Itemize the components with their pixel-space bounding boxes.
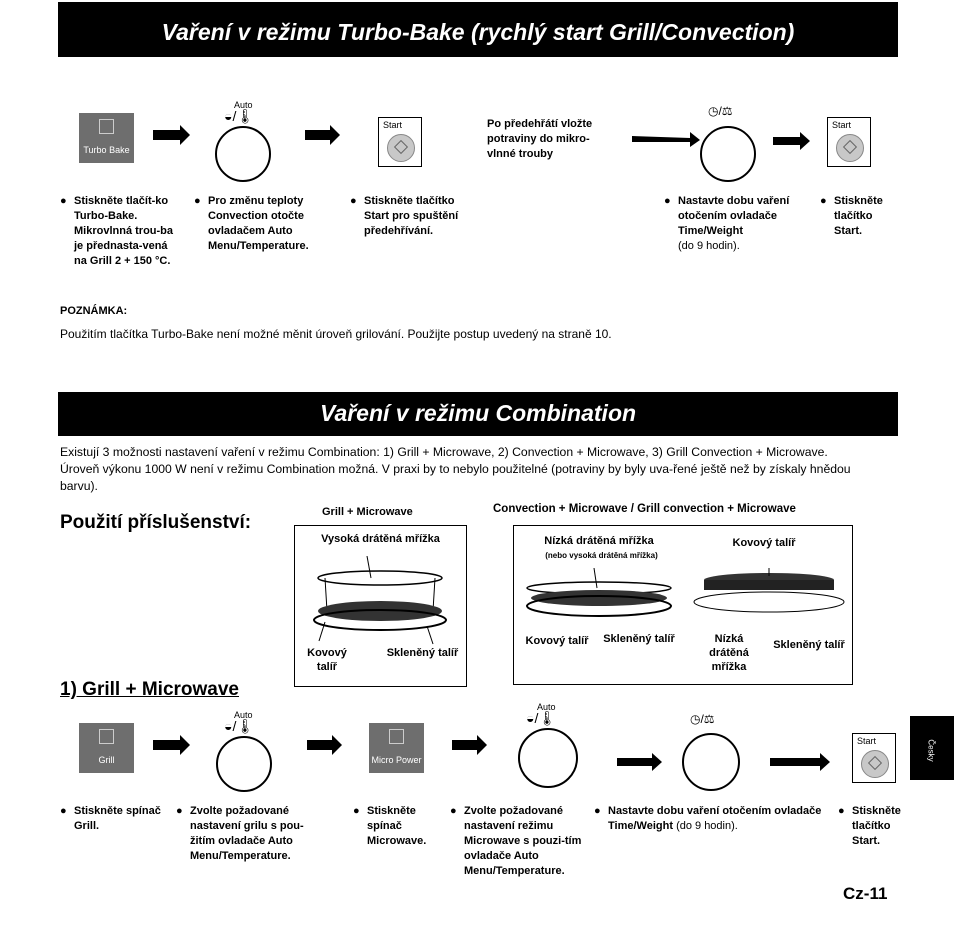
- start-button-2[interactable]: Start: [827, 117, 871, 167]
- dish-thermometer-icon: ◒/🌡: [224, 108, 255, 124]
- arrow-1: [153, 125, 190, 145]
- panel1-title: Grill + Microwave: [322, 506, 413, 518]
- high-rack-illustration: [305, 556, 455, 646]
- arrow-5: [153, 735, 190, 755]
- auto-menu-knob[interactable]: [215, 126, 271, 182]
- s2-step-5: ● Nastavte dobu vaření otočením ovladače Time/Weight (do 9 hodin).: [594, 805, 822, 832]
- clock-weight-icon: ◷/⚖: [690, 712, 715, 726]
- clock-weight-icon: ◷/⚖: [708, 104, 733, 118]
- grill-icon: [99, 729, 114, 744]
- arrow-8: [617, 753, 662, 771]
- arrow-6: [307, 735, 342, 755]
- s2-step-4: ● Zvolte požadované nastavení režimu Microwave s pouzi-tím ovladače Auto Menu/Temperature.: [450, 805, 582, 877]
- micro-power-button[interactable]: Micro Power: [369, 723, 424, 773]
- dish-thermometer-icon: ◒/🌡: [224, 718, 255, 734]
- panel-convection-microwave: Nízká drátěná mřížka (nebo vysoká drátěná mřížka) Kovový talíř Kovový talíř Skleněný talíř Nízká drátěná mřížka Skleněný talíř: [513, 525, 853, 685]
- s2-step-2: ● Zvolte požadované nastavení grilu s pou-žitím ovladače Auto Menu/Temperature.: [176, 805, 304, 862]
- s1-step-2: ● Pro změnu teploty Convection otočte ovladačem Auto Menu/Temperature.: [194, 195, 309, 252]
- panel2-title: Convection + Microwave / Grill convection + Microwave: [493, 503, 796, 515]
- auto-menu-knob[interactable]: [216, 736, 272, 792]
- start-icon: [836, 134, 864, 162]
- section1-title: Vaření v režimu Turbo-Bake (rychlý start Grill/Convection): [58, 2, 898, 57]
- rack-plate-illustrations: [519, 568, 849, 633]
- note-label: POZNÁMKA:: [60, 305, 128, 317]
- s1-step-4: ● Nastavte dobu vaření otočením ovladače Time/Weight (do 9 hodin).: [664, 195, 790, 252]
- s2-step-6: ● Stiskněte tlačítko Start.: [838, 805, 901, 847]
- time-weight-knob[interactable]: [700, 126, 756, 182]
- auto-label-1: Auto: [234, 100, 253, 110]
- auto-label-2: Auto: [234, 710, 253, 720]
- section2-title: Vaření v režimu Combination: [58, 392, 898, 436]
- grill-microwave-heading: 1) Grill + Microwave: [60, 679, 239, 700]
- start-icon: [387, 134, 415, 162]
- page-number: Cz-11: [843, 884, 888, 903]
- s1-step-1: ● Stiskněte tlačít-ko Turbo-Bake. Mikrovlnná trou-ba je přednasta-vená na Grill 2 + 150 °C.: [60, 195, 174, 267]
- s1-step-5: ● Stiskněte tlačítko Start.: [820, 195, 883, 237]
- s2-step-1: ● Stiskněte spínač Grill.: [60, 805, 161, 832]
- start-icon: [861, 750, 889, 778]
- dish-thermometer-icon: ◒/🌡: [526, 710, 557, 726]
- microwave-icon: [389, 729, 404, 744]
- s2-step-3: ● Stiskněte spínač Microwave.: [353, 805, 427, 847]
- accessories-heading: Použití příslušenství:: [60, 512, 252, 533]
- arrow-4: [773, 132, 810, 150]
- preheat-note: Po předehřátí vložte potraviny do mikro-vlnné trouby: [487, 118, 593, 160]
- arrow-3: [632, 132, 700, 147]
- combination-intro: Existují 3 možnosti nastavení vaření v režimu Combination: 1) Grill + Microwave, 2) Convection + Microwave, 3) Grill Convection + Microwave. Úroveň výkonu 1000 W není v režimu Combination možná. V praxi by to nebylo použitelné (potraviny by byly uva-řené ještě než by získaly hnědou barvu).: [60, 445, 851, 493]
- grill-button[interactable]: Grill: [79, 723, 134, 773]
- turbo-bake-button[interactable]: Turbo Bake: [79, 113, 134, 163]
- auto-label-3: Auto: [537, 702, 556, 712]
- arrow-2: [305, 125, 340, 145]
- note-text: Použitím tlačítka Turbo-Bake není možné měnit úroveň grilování. Použijte postup uvedený na straně 10.: [60, 327, 612, 341]
- s1-step-3: ● Stiskněte tlačítko Start pro spuštění předehřívání.: [350, 195, 459, 237]
- start-button-1[interactable]: Start: [378, 117, 422, 167]
- panel-grill-microwave: Vysoká drátěná mřížka Kovový talíř Skleněný talíř: [294, 525, 467, 687]
- start-button-3[interactable]: Start: [852, 733, 896, 783]
- time-weight-knob[interactable]: [682, 733, 740, 791]
- arrow-7: [452, 735, 487, 755]
- language-tab: Česky: [910, 716, 954, 780]
- auto-menu-knob[interactable]: [518, 728, 578, 788]
- arrow-9: [770, 753, 830, 771]
